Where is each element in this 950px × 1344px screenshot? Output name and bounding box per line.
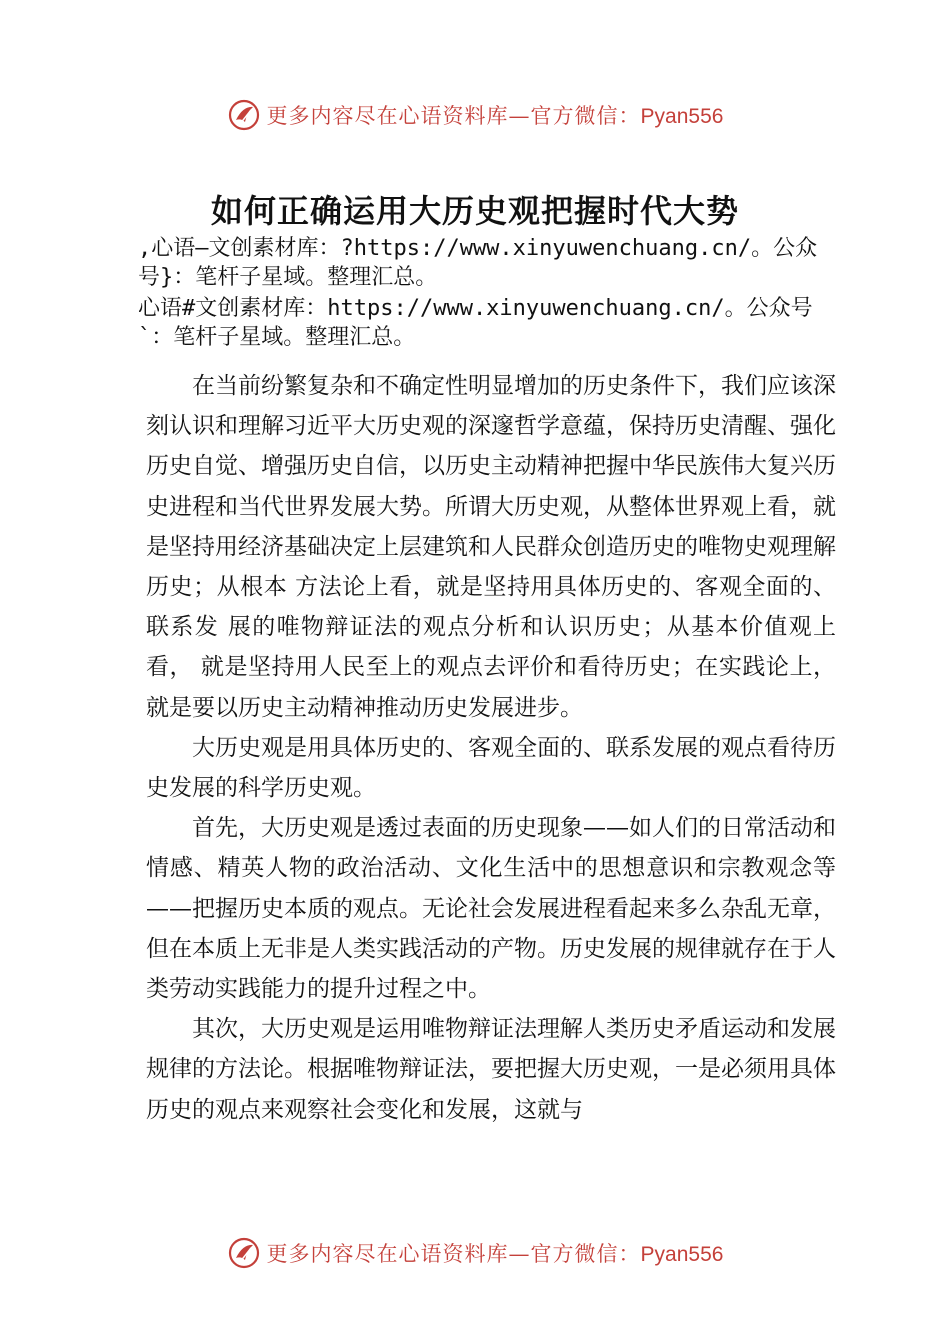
source-note-2: 心语#文创素材库：https://www.xinyuwenchuang.cn/。公众号`：笔杆子星域。整理汇总。 <box>138 296 813 350</box>
header-banner <box>0 90 950 140</box>
wechat-id: Pyan556 <box>640 1243 724 1266</box>
logo-icon <box>227 98 261 132</box>
banner-text: 更多内容尽在心语资料库—官方微信：Pyan556 <box>266 104 724 128</box>
source-note-1: ,心语—文创素材库：?https://www.xinyuwenchuang.cn/。公众号}：笔杆子星域。整理汇总。 <box>138 236 818 290</box>
paragraph: 其次，大历史观是运用唯物辩证法理解人类历史矛盾运动和发展规律的方法论。根据唯物辩证法，要把握大历史观，一是必须用具体历史的观点来观察社会变化和发展，这就与 <box>146 1016 836 1123</box>
wechat-id: Pyan556 <box>640 105 724 128</box>
paragraph: 在当前纷繁复杂和不确定性明显增加的历史条件下，我们应该深刻认识和理解习近平大历史观的深邃哲学意蕴，保持历史清醒、强化历史自觉、增强历史自信，以历史主动精神把握中华民族伟大复兴历史进程和当代世界发展大势。所谓大历史观，从整体世界观上看，就是坚持用经济基础决定上层建筑和人民群众创造历史的唯物史观理解历史；从根本 方法论上看，就是坚持用具体历史的、客观全面的、联系发 展的唯物辩证法的观点分析和认识历史；从基本价值观上看， 就是坚持用人民至上的观点去评价和看待历史；在实践论上，就是要以历史主动精神推动历史发展进步。 <box>146 373 836 721</box>
paragraph: 首先，大历史观是透过表面的历史现象——如人们的日常活动和情感、精英人物的政治活动、文化生活中的思想意识和宗教观念等——把握历史本质的观点。无论社会发展进程看起来多么杂乱无章，但在本质上无非是人类实践活动的产物。历史发展的规律就存在于人类劳动实践能力的提升过程之中。 <box>146 815 836 1003</box>
footer-banner <box>0 1228 950 1278</box>
logo-icon <box>227 1236 261 1270</box>
paragraph: 大历史观是用具体历史的、客观全面的、联系发展的观点看待历史发展的科学历史观。 <box>146 734 836 802</box>
article-body <box>146 366 836 1130</box>
banner-text: 更多内容尽在心语资料库—官方微信：Pyan556 <box>266 1242 724 1266</box>
page-title: 如何正确运用大历史观把握时代大势 <box>210 192 739 230</box>
